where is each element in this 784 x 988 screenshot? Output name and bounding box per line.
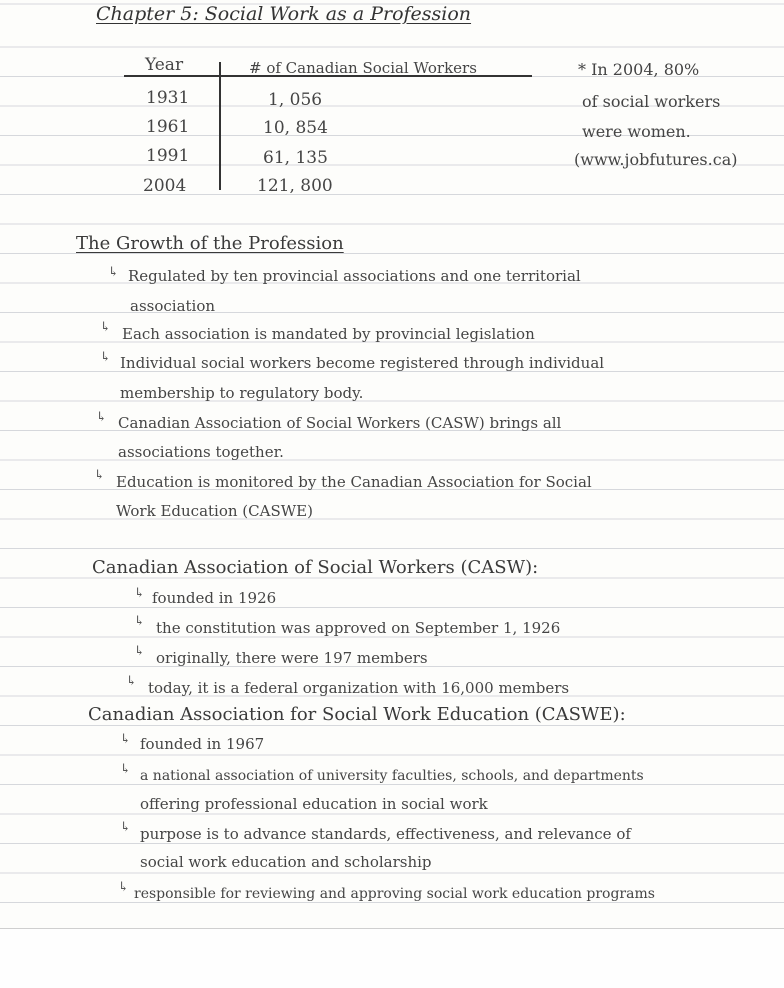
table-count-cell: 121, 800 (257, 176, 333, 196)
caswe-item: a national association of university faculties, schools, and departments (140, 768, 644, 784)
stat-note-line: of social workers (582, 92, 721, 111)
growth-bullet-text: Regulated by ten provincial associations and one territorial (128, 267, 581, 285)
table-count-cell: 61, 135 (263, 148, 328, 168)
arrow-bullet-icon: ↳ (120, 762, 131, 777)
table-year-cell: 1931 (146, 88, 190, 108)
stat-note-line: were women. (582, 122, 691, 141)
stat-note-line: * In 2004, 80% (578, 60, 700, 79)
arrow-bullet-icon: ↳ (120, 820, 131, 835)
arrow-bullet-icon: ↳ (96, 410, 107, 425)
caswe-item: responsible for reviewing and approving social work education programs (134, 886, 655, 902)
arrow-bullet-icon: ↳ (120, 732, 131, 747)
casw-heading: Canadian Association of Social Workers (CASW): (92, 557, 539, 578)
arrow-bullet-icon: ↳ (134, 614, 145, 629)
caswe-heading: Canadian Association for Social Work Education (CASWE): (88, 704, 626, 725)
growth-bullet-text: membership to regulatory body. (120, 384, 364, 402)
growth-bullet-text: Individual social workers become registered through individual (120, 354, 605, 372)
growth-bullet-text: Education is monitored by the Canadian Association for Social (116, 473, 592, 491)
arrow-bullet-icon: ↳ (118, 880, 129, 895)
table-vertical-rule (219, 62, 221, 190)
growth-heading: The Growth of the Profession (76, 233, 344, 254)
caswe-item: social work education and scholarship (140, 853, 432, 871)
table-count-cell: 10, 854 (263, 118, 328, 138)
growth-bullet-text: Canadian Association of Social Workers (CASW) brings all (118, 414, 562, 432)
table-header-year: Year (145, 55, 184, 75)
table-count-cell: 1, 056 (268, 90, 323, 110)
table-header-count: # of Canadian Social Workers (249, 59, 477, 77)
caswe-item: founded in 1967 (140, 735, 265, 753)
growth-bullet-text: Each association is mandated by provincial legislation (122, 325, 535, 343)
table-year-cell: 1961 (146, 117, 190, 137)
arrow-bullet-icon: ↳ (100, 320, 111, 335)
growth-bullet-text: associations together. (118, 443, 284, 461)
arrow-bullet-icon: ↳ (134, 644, 145, 659)
arrow-bullet-icon: ↳ (100, 350, 111, 365)
casw-item: the constitution was approved on September 1, 1926 (156, 619, 561, 637)
casw-item: founded in 1926 (152, 589, 277, 607)
caswe-item: offering professional education in social work (140, 795, 488, 813)
casw-item: originally, there were 197 members (156, 649, 428, 667)
table-year-cell: 1991 (146, 146, 190, 166)
page-title: Chapter 5: Social Work as a Profession (96, 3, 472, 25)
stat-note-line: (www.jobfutures.ca) (574, 150, 738, 169)
arrow-bullet-icon: ↳ (134, 586, 145, 601)
growth-bullet-text: Work Education (CASWE) (116, 502, 313, 520)
arrow-bullet-icon: ↳ (94, 468, 105, 483)
casw-item: today, it is a federal organization with 16,000 members (148, 679, 570, 697)
arrow-bullet-icon: ↳ (108, 265, 119, 280)
table-year-cell: 2004 (143, 176, 187, 196)
arrow-bullet-icon: ↳ (126, 674, 137, 689)
growth-bullet-text: association (130, 297, 216, 315)
page-bottom-margin (0, 928, 784, 988)
caswe-item: purpose is to advance standards, effectiveness, and relevance of (140, 825, 631, 843)
